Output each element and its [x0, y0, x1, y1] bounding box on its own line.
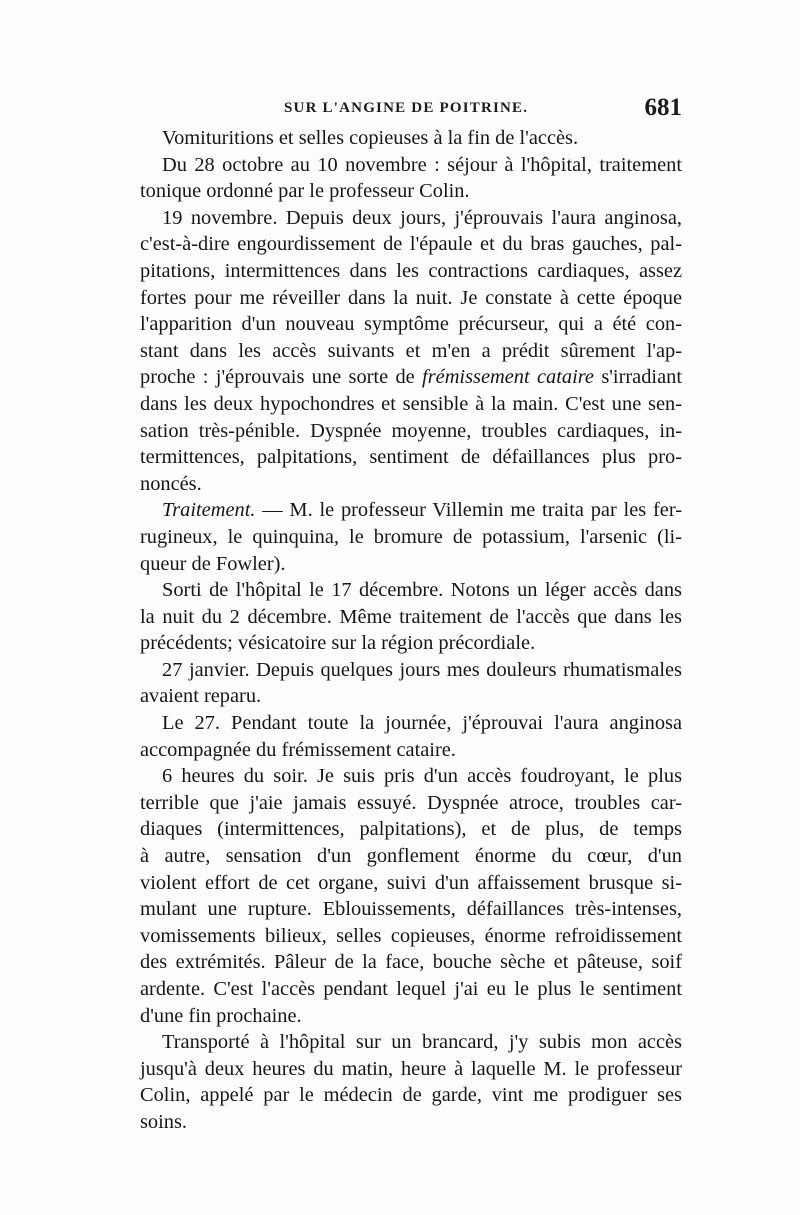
- paragraph: [118, 710, 682, 763]
- text-line: Sorti de l'hôpital le 17 décembre. Notons un léger accès dans: [162, 579, 682, 602]
- paragraph: [118, 577, 682, 657]
- text-line: dans les deux hypochondres et sensible à la main. C'est une sen-: [140, 392, 682, 415]
- text-line: rugineux, le quinquina, le bromure de potassium, l'arsenic (li-: [140, 525, 682, 548]
- paragraph: [118, 1029, 682, 1135]
- text-line: terrible que j'aie jamais essuyé. Dyspnée atroce, troubles car-: [140, 791, 682, 814]
- paragraph: [118, 763, 682, 1029]
- italic-heading: Traitement.: [162, 499, 256, 522]
- text-line: l'apparition d'un nouveau symptôme précurseur, qui a été con-: [140, 313, 682, 336]
- paragraph: [118, 657, 682, 710]
- text-line: diaques (intermittences, palpitations), et de plus, de temps: [140, 818, 682, 841]
- text-line: jusqu'à deux heures du matin, heure à laquelle M. le professeur: [140, 1057, 682, 1080]
- text-line: soins.: [140, 1110, 188, 1133]
- text-line: précédents; vésicatoire sur la région précordiale.: [140, 632, 536, 655]
- text-line: 27 janvier. Depuis quelques jours mes douleurs rhumatismales: [162, 658, 682, 681]
- text-line: d'une fin prochaine.: [140, 1004, 302, 1027]
- text-line: Le 27. Pendant toute la journée, j'éprouvai l'aura anginosa: [162, 712, 682, 735]
- paragraph: [118, 152, 682, 205]
- text-segment: s'irradiant: [593, 366, 682, 389]
- text-line: 19 novembre. Depuis deux jours, j'éprouvais l'aura anginosa,: [162, 206, 682, 229]
- running-head: [118, 94, 682, 124]
- text-line: mulant une rupture. Eblouissements, défaillances très-intenses,: [140, 898, 682, 921]
- paragraph: [118, 125, 682, 152]
- text-line: ardente. C'est l'accès pendant lequel j'ai eu le plus le sentiment: [140, 978, 682, 1000]
- text-line: accompagnée du frémissement cataire.: [140, 738, 456, 761]
- text-line: sation très-pénible. Dyspnée moyenne, troubles cardiaques, in-: [140, 419, 682, 442]
- text-line: à autre, sensation d'un gonflement énorme du cœur, d'un: [140, 845, 682, 868]
- running-title: SUR L'ANGINE DE POITRINE.: [284, 100, 529, 116]
- text-line: c'est-à-dire engourdissement de l'épaule et du bras gauches, pal-: [140, 233, 682, 256]
- text-line: queur de Fowler).: [140, 552, 286, 575]
- text-line: noncés.: [140, 472, 202, 495]
- text-line: stant dans les accès suivants et m'en a prédit sûrement l'ap-: [140, 339, 682, 362]
- page-number: 681: [644, 94, 682, 121]
- text-line: 6 heures du soir. Je suis pris d'un accès foudroyant, le plus: [162, 765, 682, 788]
- text-line: des extrémités. Pâleur de la face, bouche sèche et pâteuse, soif: [140, 951, 682, 974]
- text-line-with-italic: [118, 497, 682, 524]
- body-text: [118, 125, 682, 1136]
- text-line: Vomituritions et selles copieuses à la fin de l'accès.: [162, 127, 579, 149]
- text-line: Colin, appelé par le médecin de garde, vint me prodiguer ses: [140, 1084, 682, 1107]
- text-segment: — M. le professeur Villemin me traita par les fer-: [255, 499, 682, 522]
- text-line: avaient reparu.: [140, 685, 262, 708]
- text-line: la nuit du 2 décembre. Même traitement de l'accès que dans les: [140, 605, 682, 628]
- text-line: tonique ordonné par le professeur Colin.: [140, 180, 470, 203]
- text-line: termittences, palpitations, sentiment de défaillances plus pro-: [140, 446, 682, 469]
- paragraph: [118, 497, 682, 577]
- text-line: fortes pour me réveiller dans la nuit. Je constate à cette époque: [140, 286, 682, 309]
- text-line: Transporté à l'hôpital sur un brancard, j'y subis mon accès: [162, 1031, 682, 1054]
- text-segment: proche : j'éprouvais une sorte de: [140, 366, 423, 389]
- italic-term: frémissement cataire: [422, 366, 594, 389]
- text-line-with-italic: [118, 364, 682, 391]
- paragraph: [118, 205, 682, 498]
- text-line: violent effort de cet organe, suivi d'un affaissement brusque si-: [140, 871, 682, 894]
- text-line: vomissements bilieux, selles copieuses, énorme refroidissement: [140, 924, 682, 947]
- text-line: pitations, intermittences dans les contractions cardiaques, assez: [140, 259, 682, 282]
- text-line: Du 28 octobre au 10 novembre : séjour à l'hôpital, traitement: [162, 153, 682, 176]
